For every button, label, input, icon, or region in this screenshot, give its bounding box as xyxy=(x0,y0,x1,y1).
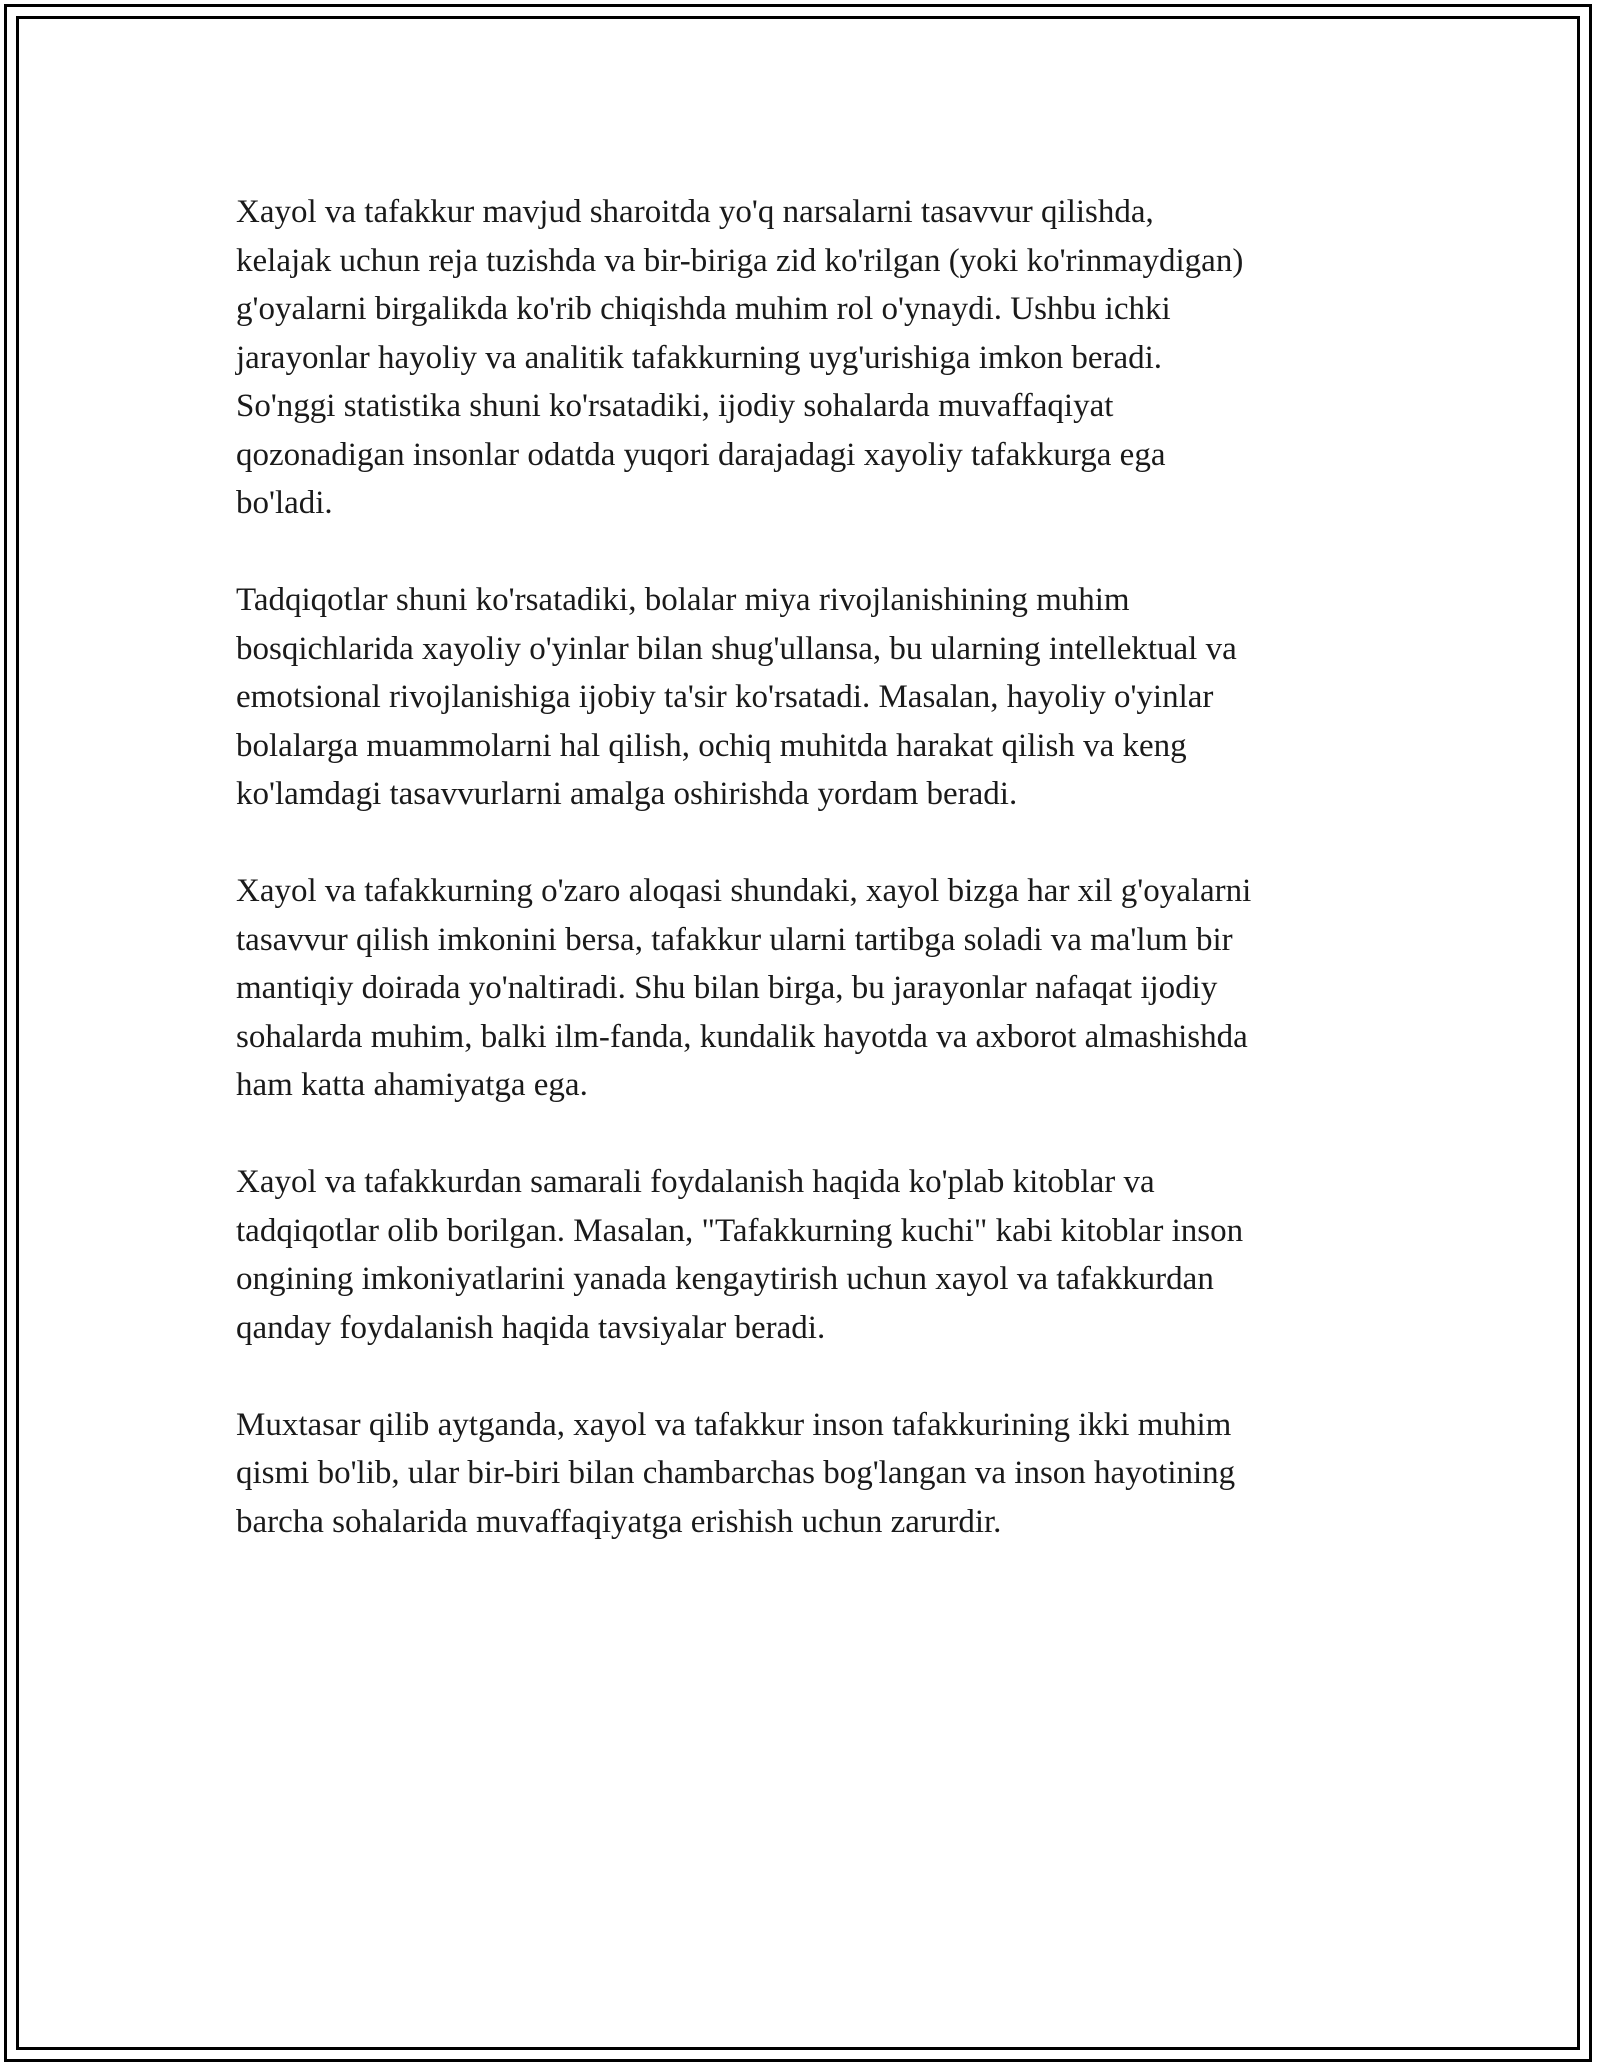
document-body xyxy=(236,188,1386,1595)
paragraph-2: Tadqiqotlar shuni ko'rsatadiki, bolalar miya rivojlanishining muhim bosqichlarida xayoliy o'yinlar bilan shug'ullansa, bu ularning intellektual va emotsional rivojlanishiga ijobiy ta'sir ko'rsatadi. Masalan, hayoliy o'yinlar bolalarga muammolarni hal qilish, ochiq muhitda harakat qilish va keng ko'lamdagi tasavvurlarni amalga oshirishda yordam beradi. xyxy=(236,582,1237,812)
paragraph-3: Xayol va tafakkurning o'zaro aloqasi shundaki, xayol bizga har xil g'oyalarni tasavvur qilish imkonini bersa, tafakkur ularni tartibga soladi va ma'lum bir mantiqiy doirada yo'naltiradi. Shu bilan birga, bu jarayonlar nafaqat ijodiy sohalarda muhim, balki ilm-fanda, kundalik hayotda va axborot almashishda ham katta ahamiyatga ega. xyxy=(236,873,1252,1103)
paragraph-1: Xayol va tafakkur mavjud sharoitda yo'q narsalarni tasavvur qilishda, kelajak uchun reja tuzishda va bir-biriga zid ko'rilgan (yoki ko'rinmaydigan) g'oyalarni birgalikda ko'rib chiqishda muhim rol o'ynaydi. Ushbu ichki jarayonlar hayoliy va analitik tafakkurning uyg'urishiga imkon beradi. So'nggi statistika shuni ko'rsatadiki, ijodiy sohalarda muvaffaqiyat qozonadigan insonlar odatda yuqori darajadagi xayoliy tafakkurga ega bo'ladi. xyxy=(236,194,1244,521)
paragraph-5: Muxtasar qilib aytganda, xayol va tafakkur inson tafakkurining ikki muhim qismi bo'lib, ular bir-biri bilan chambarchas bog'langan va inson hayotining barcha sohalarida muvaffaqiyatga erishish uchun zarurdir. xyxy=(236,1406,1236,1540)
paragraph-4: Xayol va tafakkurdan samarali foydalanish haqida ko'plab kitoblar va tadqiqotlar olib borilgan. Masalan, "Tafakkurning kuchi" kabi kitoblar inson ongining imkoniyatlarini yanada kengaytirish uchun xayol va tafakkurdan qanday foydalanish haqida tavsiyalar beradi. xyxy=(236,1164,1244,1346)
